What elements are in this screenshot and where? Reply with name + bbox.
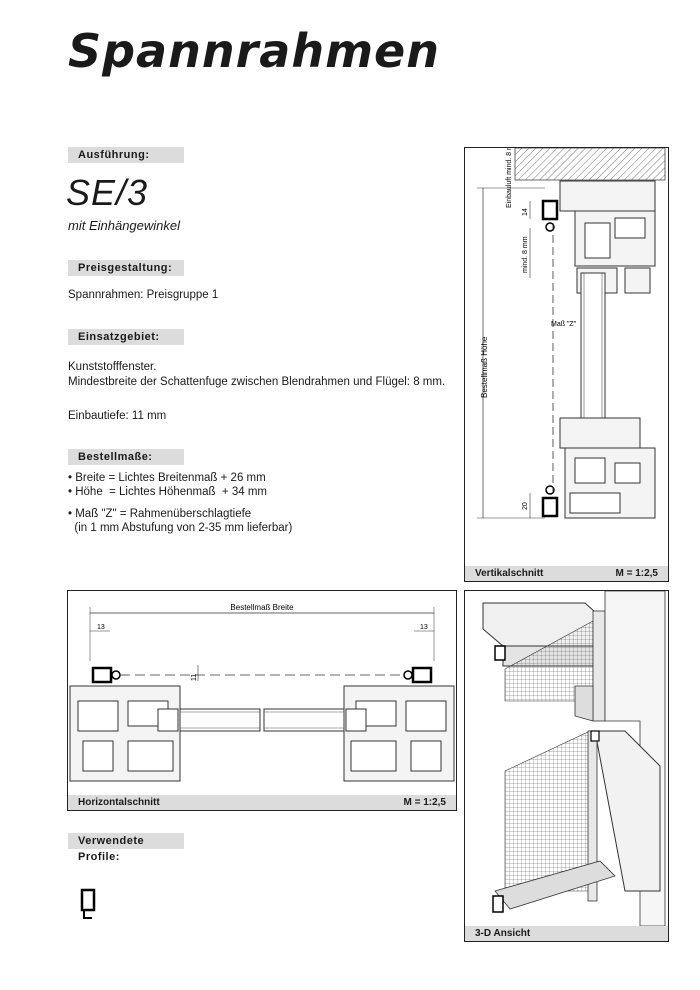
label-einsatzgebiet: Einsatzgebiet:: [68, 329, 184, 345]
vertical-scale: M = 1:2,5: [615, 568, 658, 579]
bestell-line: • Breite = Lichtes Breitenmaß + 26 mm: [68, 472, 266, 484]
profile-icon: [80, 888, 100, 922]
dim-breite: Bestellmaß Breite: [230, 603, 294, 612]
vertical-caption: Vertikalschnitt: [475, 568, 544, 579]
vertical-caption-bar: [465, 566, 668, 581]
dim-hoehe: Bestellmaß Höhe: [480, 336, 489, 398]
view-3d-caption-bar: [465, 926, 668, 941]
horizontal-caption: Horizontalschnitt: [78, 797, 160, 808]
vertical-section-panel: [464, 147, 669, 582]
horizontal-caption-bar: [68, 795, 456, 810]
bestell-line: • Maß "Z" = Rahmenüberschlagtiefe: [68, 508, 252, 520]
label-bestellmasse: Bestellmaße:: [68, 449, 184, 465]
vertical-section-drawing: [465, 148, 668, 566]
horizontal-section-panel: [67, 590, 457, 811]
dim-z: Maß "Z": [551, 321, 577, 328]
label-ausfuehrung: Ausführung:: [68, 147, 184, 163]
horizontal-scale: M = 1:2,5: [403, 797, 446, 808]
preis-text: Spannrahmen: Preisgruppe 1: [68, 289, 219, 301]
model-subtitle: mit Einhängewinkel: [68, 218, 181, 233]
dim-20: 20: [522, 502, 529, 510]
bestell-line: • Höhe = Lichtes Höhenmaß + 34 mm: [68, 486, 267, 498]
dim-mind8: mind. 8 mm: [522, 236, 529, 273]
einsatz-line2: Mindestbreite der Schattenfuge zwischen Blendrahmen und Flügel: 8 mm.: [68, 376, 446, 388]
einsatz-line1: Kunststofffenster.: [68, 361, 157, 373]
horizontal-section-drawing: [68, 591, 456, 795]
dim-13-right: 13: [420, 624, 428, 631]
bestell-line: (in 1 mm Abstufung von 2-35 mm lieferbar): [68, 522, 293, 534]
page-title: Spannrahmen: [68, 24, 440, 78]
view-3d-panel: [464, 590, 669, 942]
model-name: SE/3: [66, 172, 149, 213]
view-3d-drawing: [465, 591, 668, 926]
view-3d-caption: 3-D Ansicht: [475, 928, 531, 939]
label-preisgestaltung: Preisgestaltung:: [68, 260, 184, 276]
dim-14: 14: [522, 208, 529, 216]
dim-11: 11: [191, 673, 198, 681]
dim-13-left: 13: [97, 624, 105, 631]
einbautiefe-text: Einbautiefe: 11 mm: [68, 410, 167, 422]
label-verwendete-profile: Verwendete Profile:: [68, 833, 184, 849]
dim-einbauluft: Einbauluft mind. 8 mm: [506, 148, 513, 208]
